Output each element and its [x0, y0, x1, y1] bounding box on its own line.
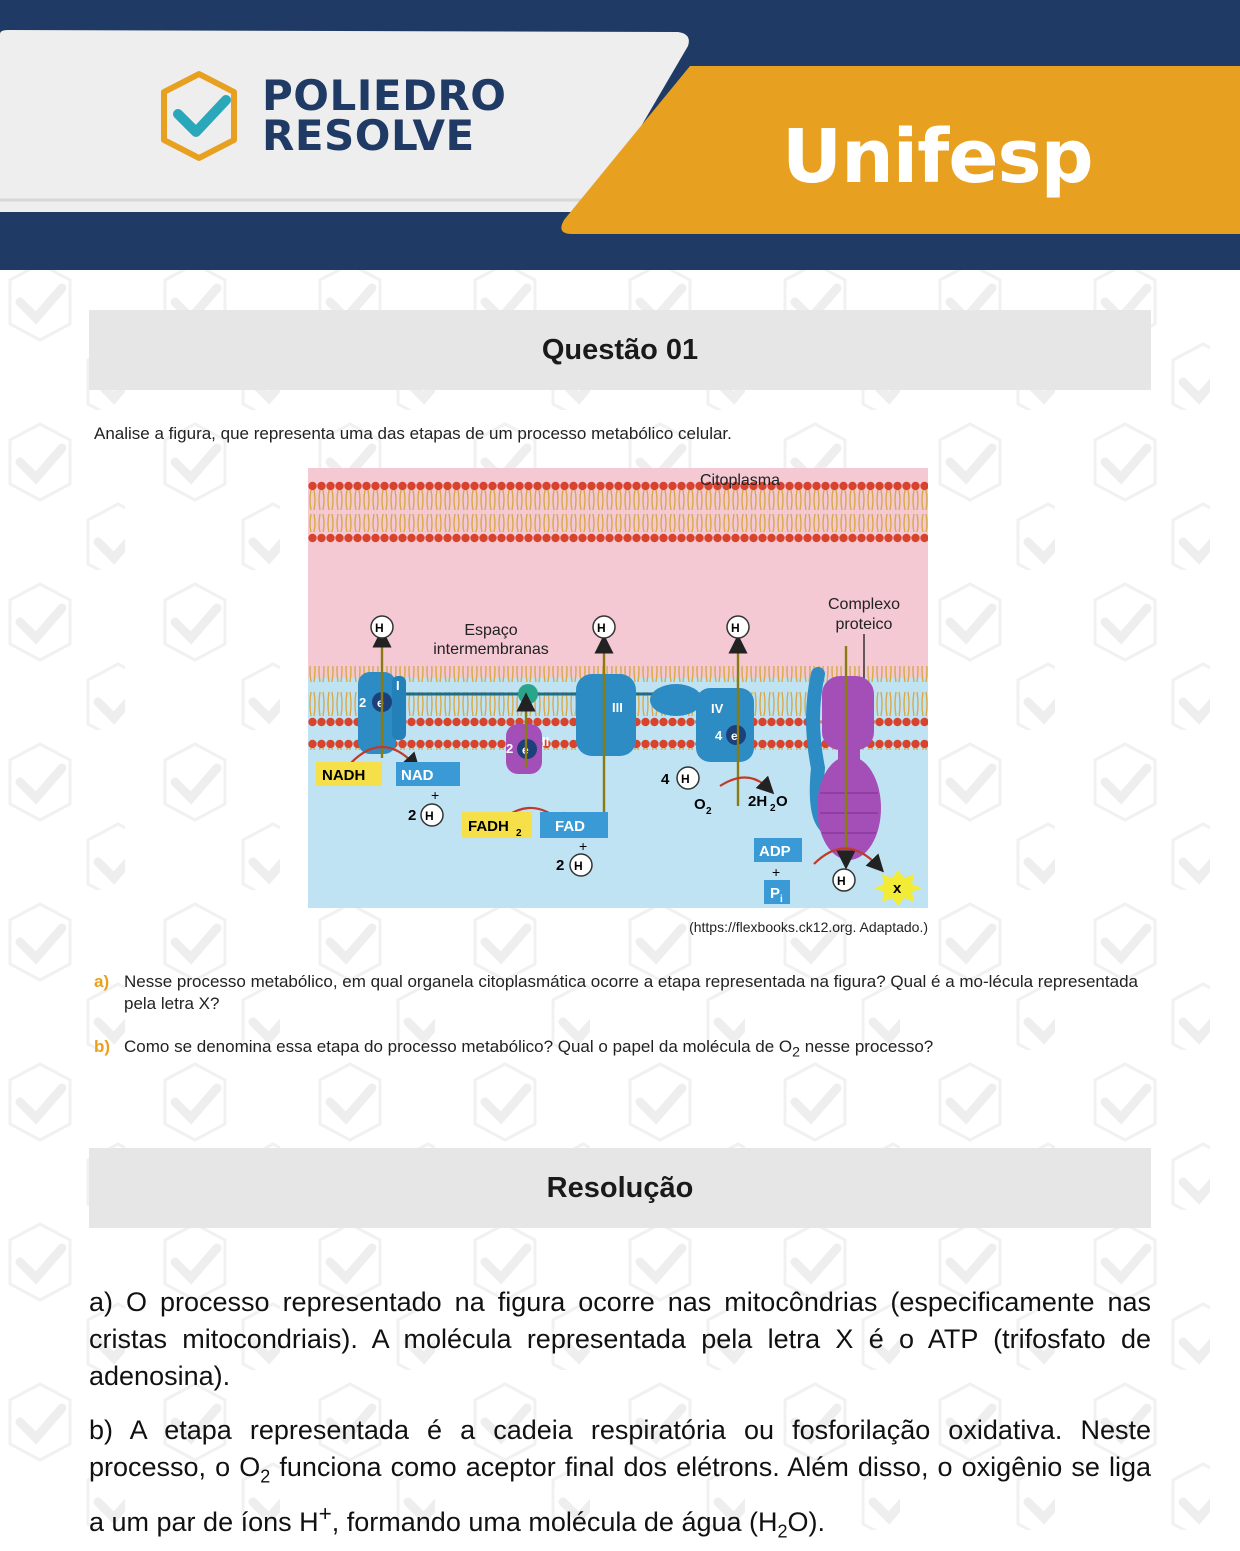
question-intro: Analise a figura, que representa uma das etapas de um processo metabólico celular. — [94, 424, 732, 443]
proton-5: H — [574, 859, 583, 873]
answer-b: b) A etapa representada é a cadeia respiratória ou fosforilação oxidativa. Neste processo, o $O_2$ funciona como aceptor final dos elétrons. Além disso, o oxigênio se liga a um par de íons H+, formando uma molécula de água $(H_2O)$. — [89, 1415, 1151, 1542]
plus-1: + — [431, 787, 440, 803]
two-1: 2 — [408, 807, 417, 824]
exam-title: Unifesp — [782, 114, 1093, 200]
item-b-letter: b) — [94, 1037, 111, 1056]
complex-iv — [696, 688, 754, 762]
label-h2o-sub: 2 — [770, 803, 776, 814]
question-title-bar — [89, 310, 1151, 390]
proton-3: H — [731, 621, 740, 635]
four-h: 4 — [661, 771, 670, 788]
label-espaco-2: intermembranas — [433, 641, 549, 658]
e-count-ii: 2 — [506, 741, 514, 756]
question-title: Questão 01 — [541, 333, 699, 366]
plus-3: + — [772, 864, 781, 880]
electron-i: e — [377, 696, 384, 710]
brand-logo-text — [262, 71, 507, 160]
label-adp: ADP — [759, 843, 791, 860]
label-espaco-1: Espaço — [464, 622, 518, 639]
e-count-i: 2 — [359, 695, 367, 710]
label-nad: NAD — [401, 767, 434, 784]
figure-source: (https://flexbooks.ck12.org. Adaptado.) — [689, 919, 928, 935]
label-complexo-2: proteico — [835, 616, 893, 633]
label-o2-sub: 2 — [706, 806, 712, 817]
proton-6: H — [681, 772, 690, 786]
item-a-text: Nesse processo metabólico, em qual organela citoplasmática ocorre a etapa representada na figura? Qual é a mo-lécula representada pela letra X? — [124, 972, 1138, 1013]
question-item-b — [94, 1036, 1144, 1063]
label-x: x — [893, 880, 902, 897]
electron-ii: e — [522, 743, 529, 757]
label-fad: FAD — [555, 818, 585, 835]
label-h2o: 2H — [748, 793, 768, 810]
proton-4: H — [425, 809, 434, 823]
label-o2: O — [694, 796, 706, 813]
brand-line-1: POLIEDRO — [262, 71, 507, 120]
brand-line-2: RESOLVE — [262, 111, 475, 160]
question-item-a — [94, 971, 1144, 1015]
proton-1: H — [375, 621, 384, 635]
resolution-title: Resolução — [546, 1171, 694, 1204]
resolution-title-bar — [89, 1148, 1151, 1228]
label-fadh2: FADH — [468, 818, 509, 835]
proton-7: H — [837, 874, 846, 888]
proton-2: H — [597, 621, 606, 635]
label-pi-sub: i — [780, 894, 783, 905]
e-count-iv: 4 — [715, 728, 723, 743]
label-nadh: NADH — [322, 767, 366, 784]
label-citoplasma: Citoplasma — [700, 472, 781, 489]
answer-a: a) O processo representado na figura ocorre nas mitocôndrias (especificamente nas cristas mitocondriais). A molécula representada pela letra X é o ATP (trifosfato de adenosina). — [89, 1287, 1151, 1391]
complex-i-label: I — [396, 678, 400, 693]
label-fadh2-sub: 2 — [516, 828, 522, 839]
plus-2: + — [579, 838, 588, 854]
item-b-text: Como se denomina essa etapa do processo metabólico? Qual o papel da molécula de $O_2$ nesse processo? — [124, 1037, 934, 1061]
electron-iv: e — [731, 729, 738, 743]
complex-iii-label: III — [612, 700, 623, 715]
label-h2o-o: O — [776, 793, 788, 810]
respiratory-chain-figure — [308, 468, 928, 908]
complex-iv-label: IV — [711, 701, 724, 716]
label-complexo-1: Complexo — [827, 596, 901, 613]
two-2: 2 — [556, 857, 565, 874]
item-a-letter: a) — [94, 972, 110, 991]
label-pi: P — [770, 885, 781, 902]
complex-ii-label: II — [542, 734, 550, 749]
